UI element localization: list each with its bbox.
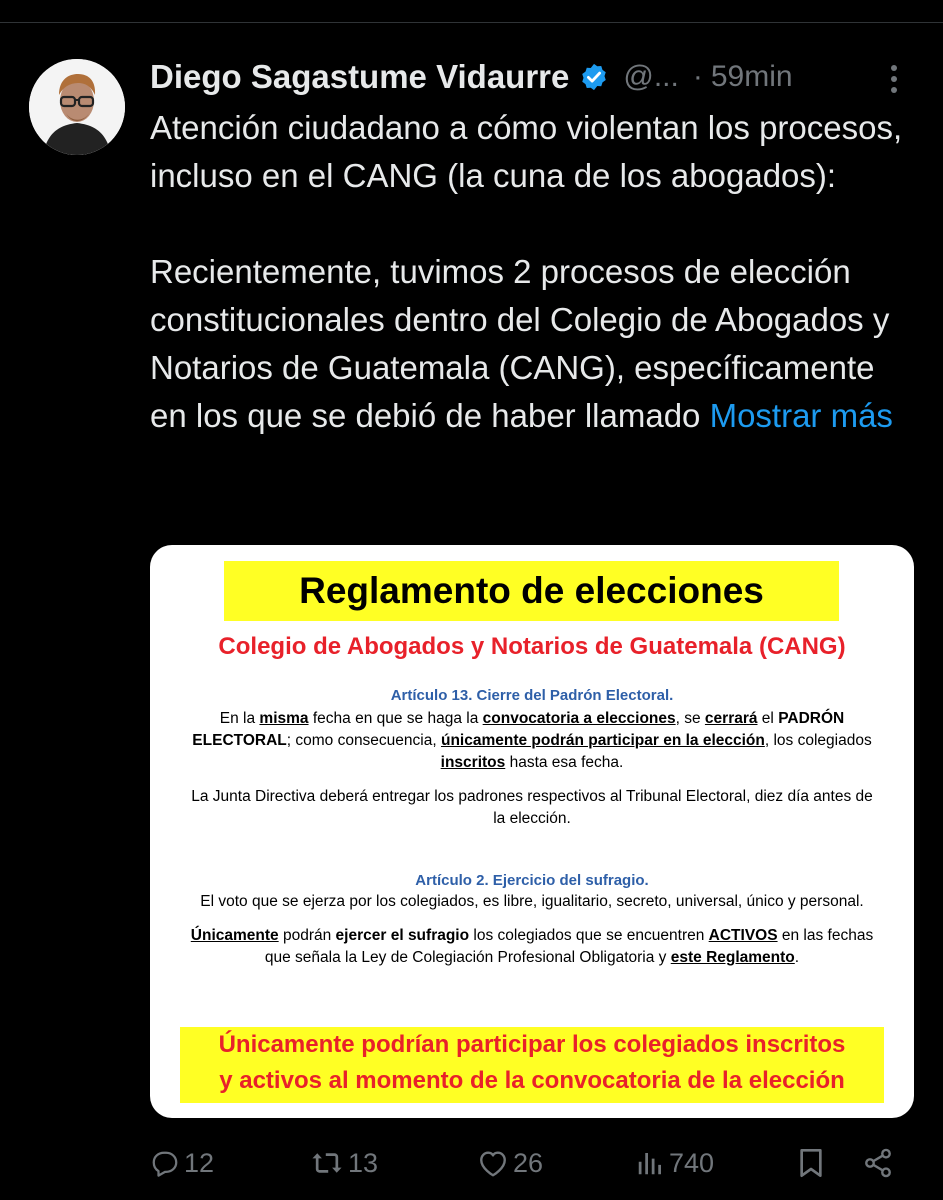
bookmark-icon (797, 1147, 825, 1179)
a2-s8: . (794, 949, 800, 966)
conclusion-highlight (180, 1027, 884, 1103)
article-13-heading: Artículo 13. Cierre del Padrón Electoral. (390, 687, 674, 704)
article-2-heading: Artículo 2. Ejercicio del sufragio. (415, 872, 649, 889)
a2-s5: ACTIVOS (708, 927, 778, 944)
doc-title: Reglamento de elecciones (299, 570, 764, 611)
author-name[interactable]: Diego Sagastume Vidaurre (150, 58, 570, 95)
doc-title-highlight (224, 561, 839, 621)
a13-t11: , los colegiados (764, 732, 872, 749)
repost-icon (310, 1148, 344, 1178)
tweet-header (150, 54, 910, 100)
reply-count: 12 (184, 1147, 215, 1178)
a13-t13: hasta esa fecha. (505, 754, 624, 771)
article-2 (190, 872, 874, 969)
a2-s2: podrán (278, 927, 336, 944)
a13-t10: únicamente podrán participar en la elección (440, 732, 765, 749)
repost-count: 13 (348, 1147, 379, 1178)
a2-s1: Únicamente (190, 927, 279, 944)
a13-t3: fecha en que se haga la (308, 710, 483, 727)
tweet-paragraph-2-text: Recientemente, tuvimos 2 procesos de elección constitucionales dentro del Colegio de Abogados y Notarios de Guatemala (CANG), específicamente en los que se debió de haber llamado (150, 253, 890, 434)
a13-t7: el (757, 710, 779, 727)
like-count: 26 (513, 1147, 544, 1178)
show-more-link[interactable]: Mostrar más (709, 397, 893, 434)
a2-s4: los colegiados que se encuentren (469, 927, 709, 944)
more-options-icon[interactable] (882, 62, 906, 96)
avatar[interactable] (29, 59, 125, 155)
doc-subtitle: Colegio de Abogados y Notarios de Guatemala (CANG) (218, 633, 846, 660)
repost-button[interactable] (310, 1140, 378, 1186)
views-count: 740 (669, 1147, 715, 1178)
a2-s6: en las fechas que señala la Ley de Colegiación Profesional Obligatoria y (264, 927, 874, 966)
tweet-text (150, 104, 910, 440)
conclusion-line-2: y activos al momento de la convocatoria de la elección (219, 1067, 845, 1094)
tweet-paragraph-1: Atención ciudadano a cómo violentan los procesos, incluso en el CANG (la cuna de los abogados): (150, 109, 903, 194)
action-bar (150, 1140, 910, 1186)
a2-s7: este Reglamento (670, 949, 795, 966)
timestamp[interactable]: 59min (710, 60, 793, 93)
author-handle[interactable]: @... (623, 60, 679, 93)
like-button[interactable] (477, 1140, 543, 1186)
avatar-image (29, 59, 125, 155)
tweet-image[interactable] (150, 545, 914, 1118)
article-2-paragraph-2 (190, 925, 874, 969)
bookmark-button[interactable] (797, 1140, 825, 1186)
tweet-paragraph-2 (150, 248, 910, 440)
a13-t4: convocatoria a elecciones (482, 710, 676, 727)
reply-icon (150, 1148, 180, 1178)
article-2-paragraph-1: El voto que se ejerza por los colegiados, es libre, igualitario, secreto, universal, único y personal. (200, 893, 864, 910)
a13-t9: ; como consecuencia, (286, 732, 441, 749)
article-13 (190, 687, 874, 830)
views-icon (635, 1148, 665, 1178)
top-divider (0, 22, 943, 23)
a13-t8: PADRÓN ELECTORAL (192, 710, 845, 749)
like-icon (477, 1148, 509, 1178)
share-button[interactable] (862, 1140, 894, 1186)
a13-t6: cerrará (704, 710, 758, 727)
views-button[interactable] (635, 1140, 714, 1186)
article-13-paragraph-2: La Junta Directiva deberá entregar los padrones respectivos al Tribunal Electoral, diez día antes de la elección. (191, 788, 873, 827)
share-icon (862, 1147, 894, 1179)
a13-t12: inscritos (440, 754, 506, 771)
article-13-paragraph-1 (190, 708, 874, 774)
separator-dot: · (692, 60, 703, 93)
conclusion-line-1: Únicamente podrían participar los colegiados inscritos (218, 1031, 846, 1058)
verified-badge-icon (579, 62, 609, 92)
a13-t2: misma (259, 710, 309, 727)
reply-button[interactable] (150, 1140, 214, 1186)
a2-s3: ejercer el sufragio (335, 927, 470, 944)
a13-t5: , se (675, 710, 705, 727)
a13-t1: En la (219, 710, 260, 727)
